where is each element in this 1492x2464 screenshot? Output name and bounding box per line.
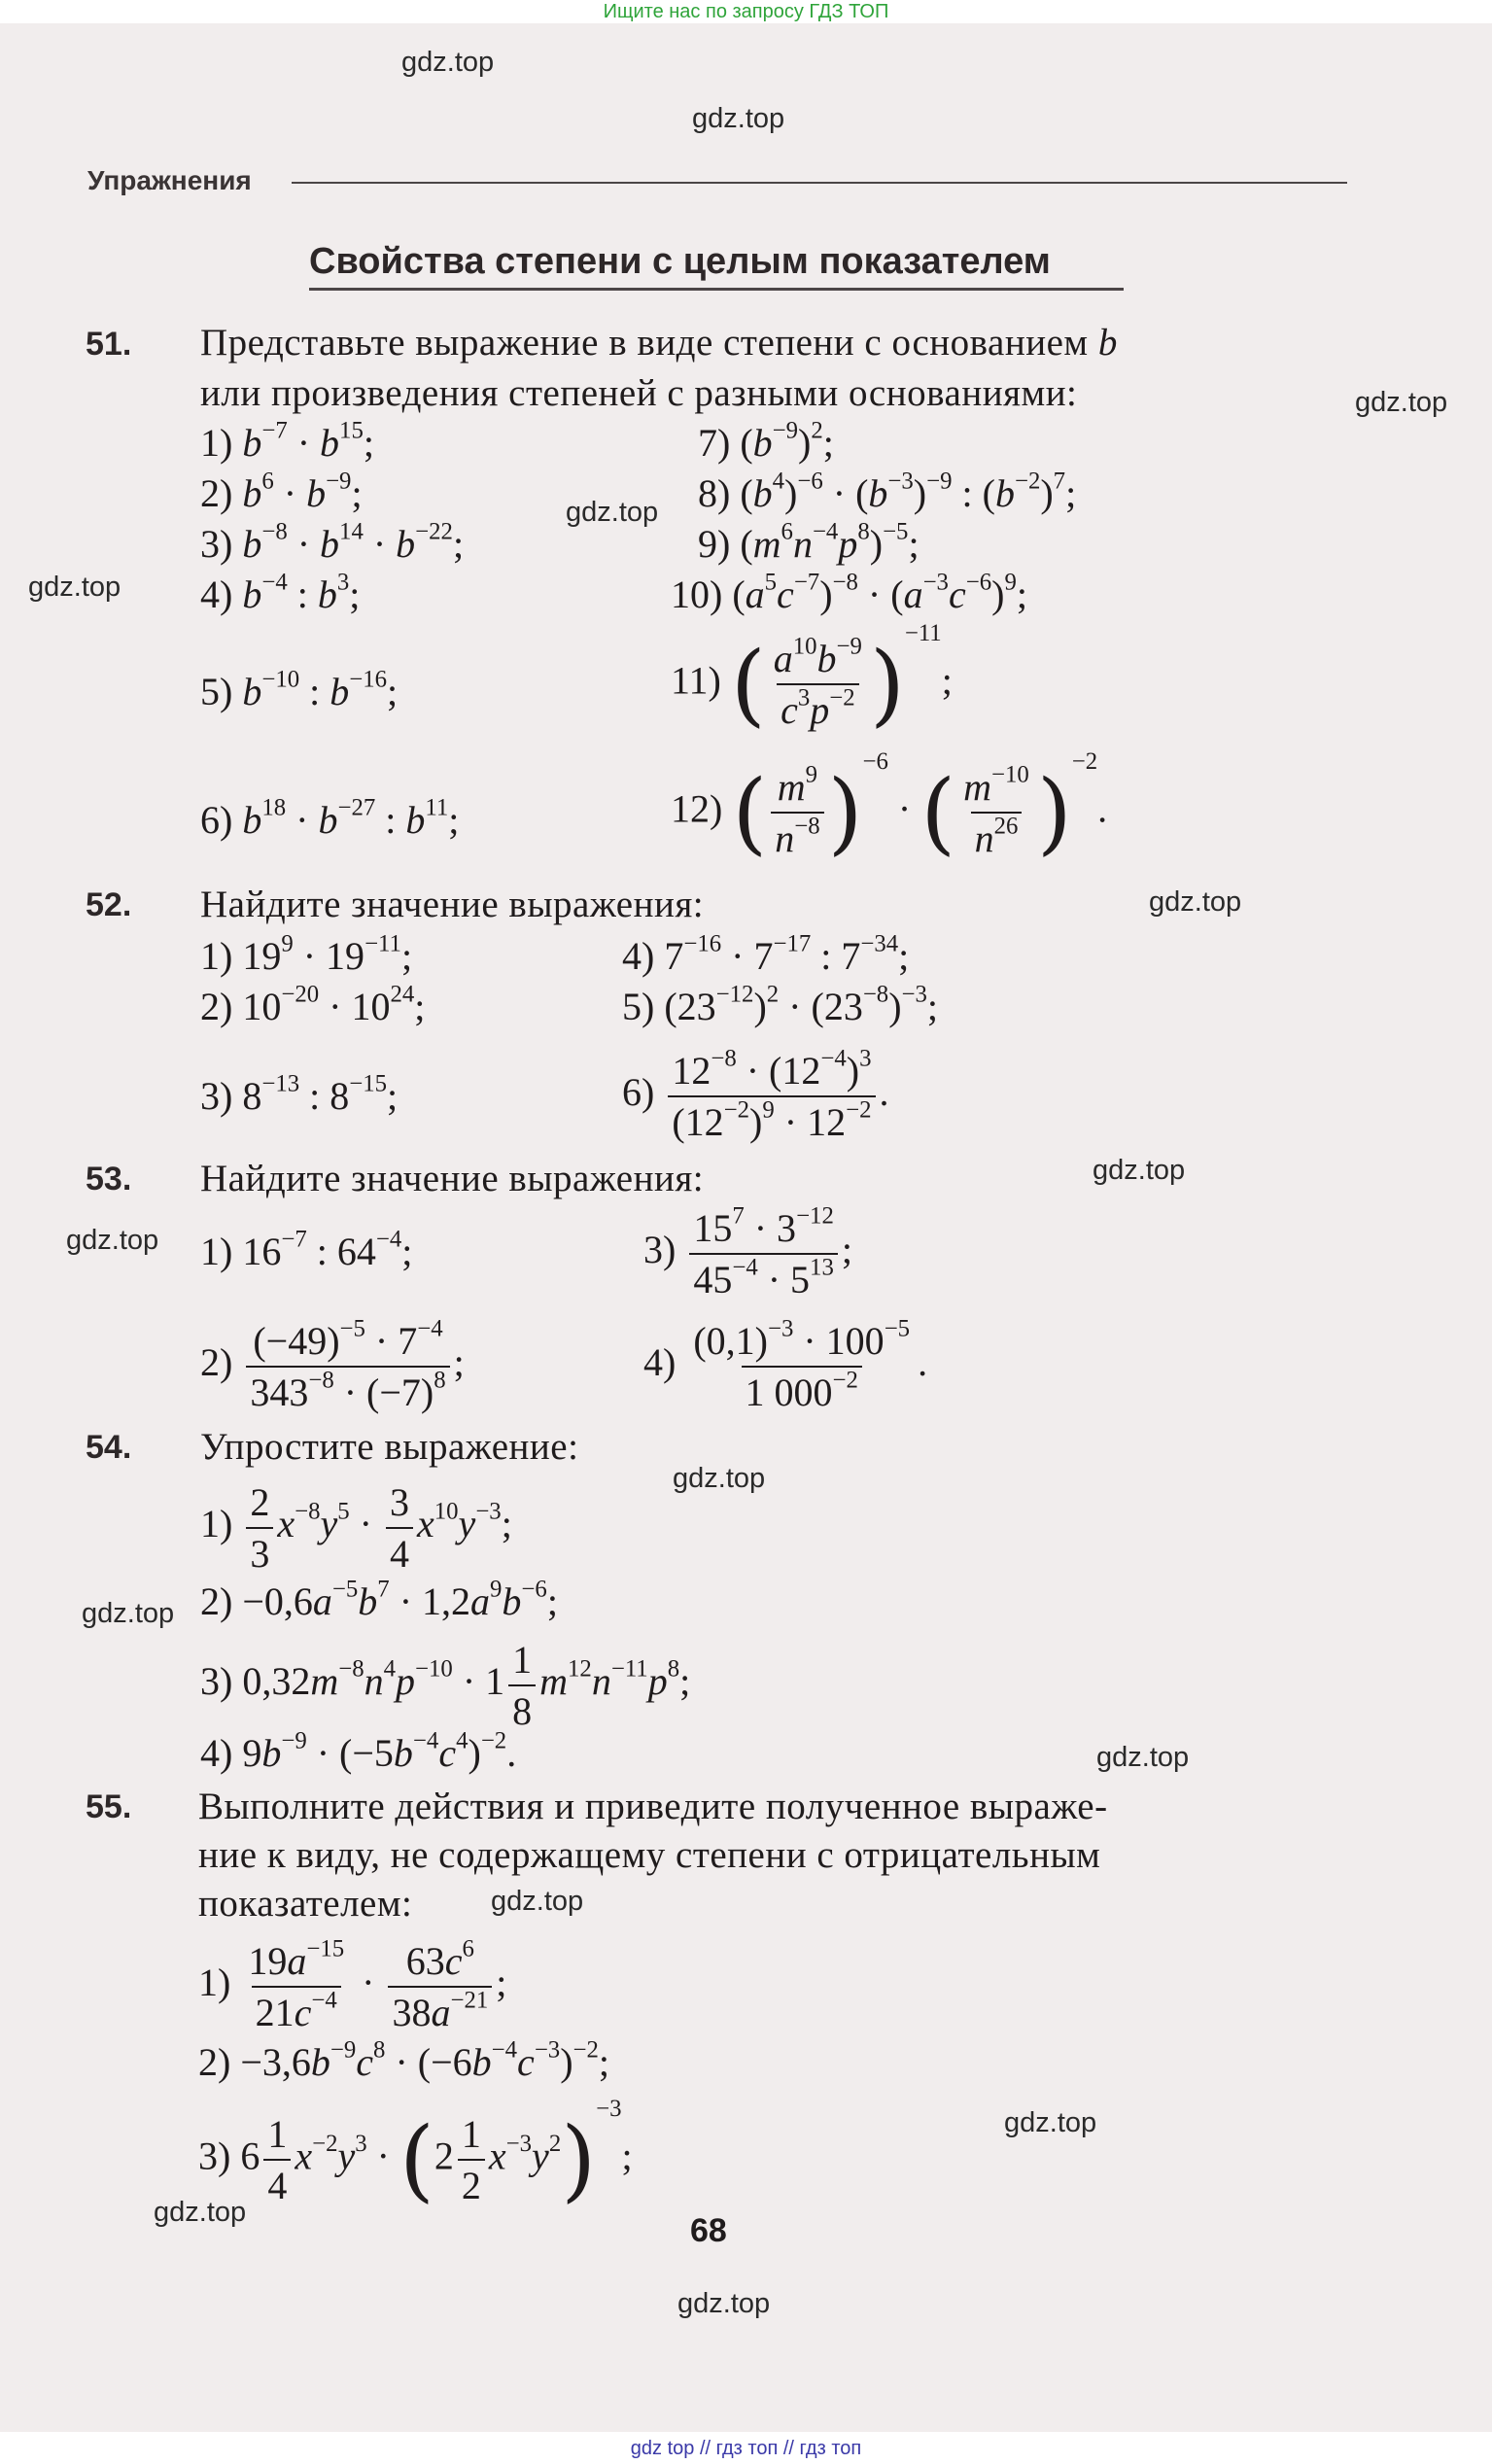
exercise-text: Упростите выражение:: [200, 1426, 579, 1468]
watermark: gdz.top: [66, 1225, 159, 1256]
watermark: gdz.top: [566, 497, 659, 528]
watermark: gdz.top: [401, 47, 495, 78]
section-label: Упражнения: [87, 165, 252, 195]
watermark: gdz.top: [1093, 1155, 1186, 1186]
math-item: $2) -3,6b^{-9}c^8 \cdot (-6b^{-4}c^{-3})^{-2}$;: [198, 2036, 610, 2084]
math-item: 3) $8^{-13}$ : $8^{-15}$;: [200, 1070, 399, 1118]
watermark: gdz.top: [677, 2288, 771, 2319]
section-title: Свойства степени с целым показателем: [309, 241, 1051, 282]
math-item: 2) $10^{-20} \cdot 10^{24}$;: [200, 981, 426, 1028]
header-rule: [292, 182, 1347, 184]
math-item: 5) $(23^{-12})^2 \cdot (23^{-8})^{-3}$;: [622, 981, 939, 1028]
watermark: gdz.top: [1149, 886, 1242, 918]
exercise-number: 55.: [86, 1788, 132, 1825]
math-item: 11) ( $\frac{a^{10}b^{-9}}{c^3p^{-2}}$ )$^{-11}$;: [671, 620, 953, 737]
math-item: 7) $(b^{-9})^2$;: [698, 417, 834, 465]
watermark: gdz.top: [491, 1886, 584, 1917]
math-item: 1) $\frac{2}{3}$ $x^{-8}y^5$ · $\frac{3}{4}$ $x^{10}y^{-3}$;: [200, 1480, 512, 1576]
math-item: 1) $19^9 \cdot 19^{-11}$;: [200, 930, 413, 978]
exercise-number: 54.: [86, 1429, 132, 1466]
math-item: 4) $9b^{-9} \cdot (-5b^{-4}c^4)^{-2}$.: [200, 1727, 517, 1775]
math-item: 5) $b^{-10}$ : $b^{-16}$;: [200, 666, 399, 713]
math-item: 3) 6 $\frac{1}{4}$ $x^{-2}y^3 \cdot (2$ $\frac{1}{2}$ $x^{-3}y^2)^{-3}$;: [198, 2096, 633, 2212]
math-item: 1) $\frac{19a^{-15}}{21c^{-4}}$ · $\frac{63c^6}{38a^{-21}}$ ;: [198, 1935, 507, 2034]
exercise-text: показателем:: [198, 1883, 413, 1925]
math-item: 4) $7^{-16} \cdot 7^{-17}$ : $7^{-34}$;: [622, 930, 910, 978]
exercise-text: Представьте выражение в виде степени с основанием b: [200, 322, 1118, 364]
math-item: 3) $0,32m^{-8}n^4p^{-10} \cdot 1$ $\frac{1}{8}$ $m^{12}n^{-11}p^8$;: [200, 1638, 691, 1733]
watermark: gdz.top: [1004, 2107, 1097, 2138]
bottom-banner[interactable]: gdz top // гдз топ // гдз топ: [0, 2433, 1492, 2464]
math-item: 3) $\frac{15^7 \cdot 3^{-12}}{45^{-4} \cdot 5^{13}}$ ;: [643, 1202, 852, 1301]
watermark: gdz.top: [1355, 387, 1448, 418]
math-item: 4) $\frac{(0,1)^{-3} \cdot 100^{-5}}{1 000^{-2}}$ .: [643, 1315, 928, 1414]
math-item: 9) $(m^6n^{-4}p^8)^{-5}$;: [698, 518, 919, 566]
watermark: gdz.top: [82, 1598, 175, 1629]
top-banner[interactable]: Ищите нас по запросу ГДЗ ТОП: [0, 0, 1492, 23]
math-item: 10) $(a^5c^{-7})^{-8} \cdot (a^{-3}c^{-6})^9$;: [671, 569, 1027, 616]
watermark: gdz.top: [692, 103, 785, 134]
watermark: gdz.top: [673, 1463, 766, 1494]
math-item: 1) $16^{-7}$ : $64^{-4}$;: [200, 1226, 413, 1273]
math-item: 2) $b^6 \cdot b^{-9}$;: [200, 468, 363, 515]
math-item: 4) $b^{-4}$ : $b^3$;: [200, 569, 361, 616]
exercise-text: или произведения степеней с разными основаниями:: [200, 372, 1078, 414]
page-number: 68: [690, 2212, 727, 2249]
math-item: 6) $\frac{12^{-8} \cdot (12^{-4})^3}{(12^{-2})^9 \cdot 12^{-2}}$ .: [622, 1045, 889, 1144]
math-item: 12) ( $\frac{m^9}{n^{-8}}$ )$^{-6}$ · ( $\frac{m^{-10}}{n^{26}}$ )$^{-2}$.: [671, 748, 1108, 865]
exercise-text: Выполните действия и приведите полученное выраже-: [198, 1786, 1108, 1827]
math-item: 3) $b^{-8} \cdot b^{14} \cdot b^{-22}$;: [200, 518, 465, 566]
watermark: gdz.top: [1096, 1742, 1190, 1773]
title-underline: [309, 288, 1124, 291]
exercise-text: Найдите значение выражения:: [200, 884, 705, 925]
exercise-text: Найдите значение выражения:: [200, 1158, 705, 1199]
exercise-number: 52.: [86, 886, 132, 923]
math-item: 8) $(b^4)^{-6} \cdot (b^{-3})^{-9}$ : $(b^{-2})^7$;: [698, 468, 1077, 515]
exercise-text: ние к виду, не содержащему степени с отрицательным: [198, 1834, 1101, 1876]
math-item: 6) $b^{18} \cdot b^{-27}$ : $b^{11}$;: [200, 794, 460, 842]
exercise-number: 53.: [86, 1161, 132, 1197]
math-item: $2) -0,6a^{-5}b^7 \cdot 1,2a^9b^{-6}$;: [200, 1576, 558, 1623]
math-item: 2) $\frac{(-49)^{-5} \cdot 7^{-4}}{343^{-8} \cdot (-7)^8}$ ;: [200, 1315, 465, 1414]
exercise-number: 51.: [86, 326, 132, 363]
watermark: gdz.top: [154, 2197, 247, 2228]
math-item: 1) $b^{-7} \cdot b^{15}$;: [200, 417, 374, 465]
watermark: gdz.top: [28, 572, 121, 603]
